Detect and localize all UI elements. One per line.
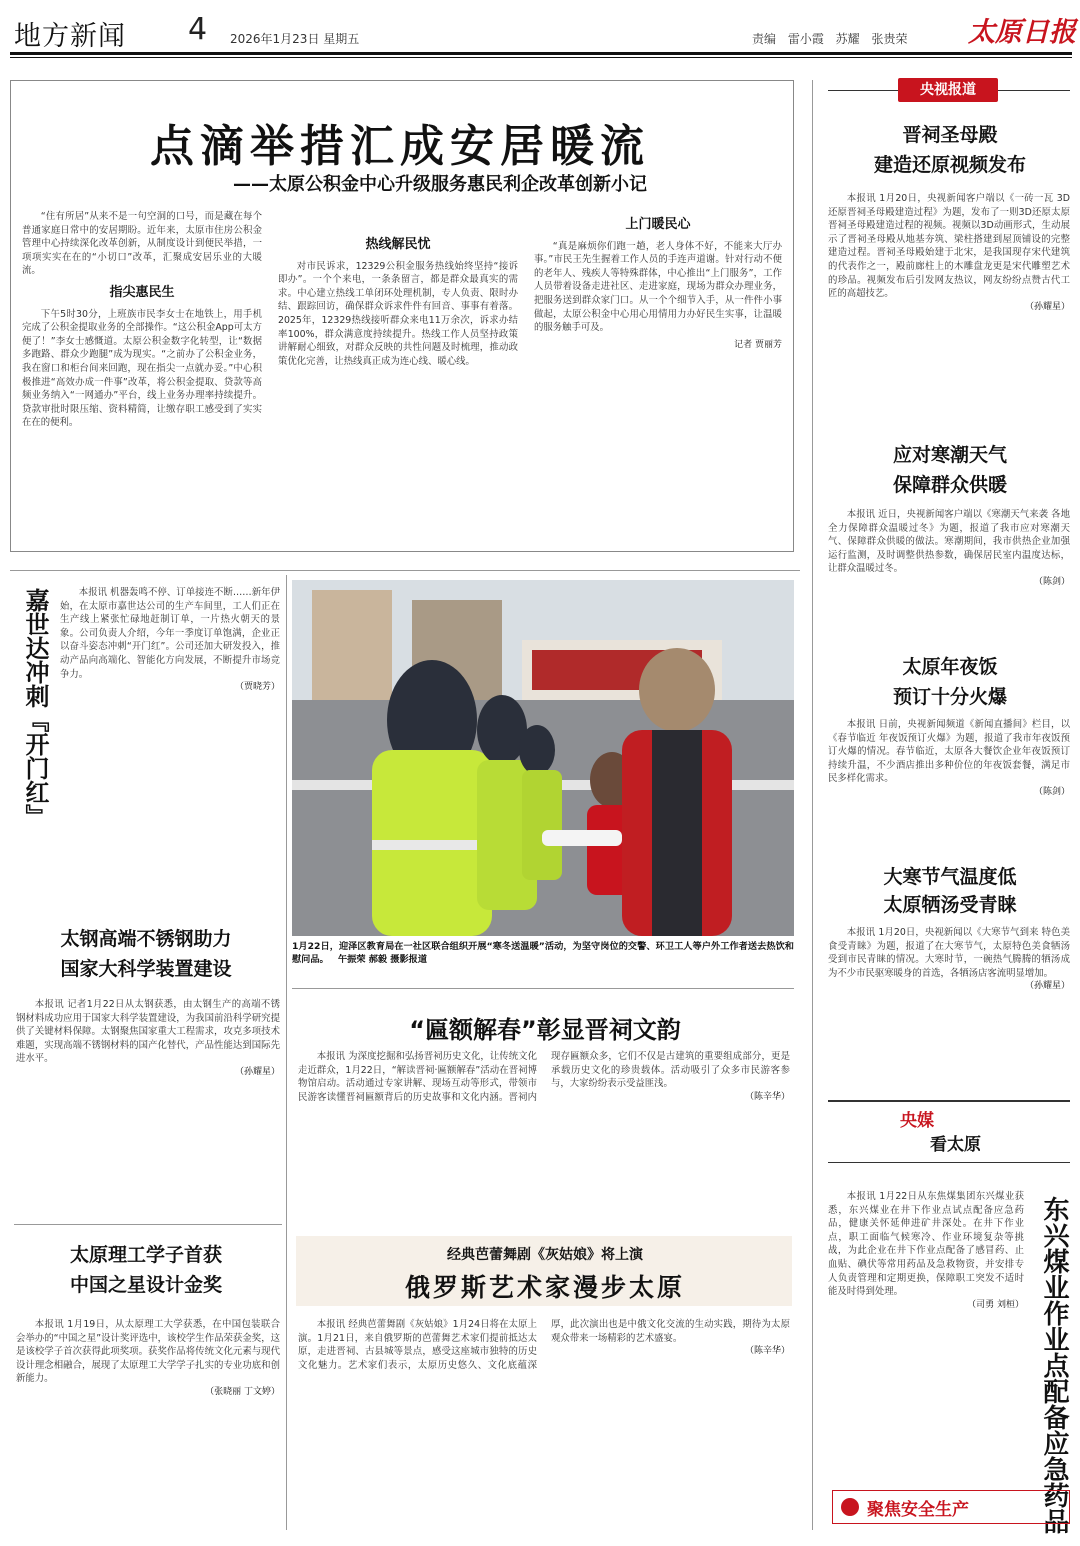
lead-intro: “住有所居”从来不是一句空洞的口号，而是藏在每个普通家庭日常中的安居期盼。近年来，太原市住房公积金管理中心持续深化改革创新，从制度设计到便民举措，一项项实实在在的“小切口”改革，汇聚成安居乐业的大暖流。 bbox=[22, 211, 262, 277]
jiashida-body bbox=[60, 586, 280, 904]
jiashida-vertical-title: 嘉世达冲刺『开门红』 bbox=[21, 588, 49, 828]
taigang-title-line1: 太钢高端不锈钢助力 bbox=[60, 928, 232, 950]
lead-subhead-2: 热线解民忧 bbox=[365, 237, 431, 252]
jinci-body bbox=[298, 1050, 790, 1226]
news-photo bbox=[292, 580, 794, 936]
ligong-title-line1: 太原理工学子首获 bbox=[69, 1244, 222, 1266]
badge-label: 聚焦安全生产 bbox=[867, 1499, 969, 1520]
lead-col2-text: 对市民诉求，12329公积金服务热线始终坚持“接诉即办”。一个个来电，一条条留言，都是群众最真实的需求。中心建立热线工单闭环处理机制，专人负责、限时办结、跟踪回访，确保群众诉求件件有回音、事事有着落。2025年，12329热线接听群众来电11万余次，诉求办结率100%，群众满意度持续提升。热线工作人员坚持政策讲解耐心细致，对群众反映的共性问题及时梳理，推动政策优化完善，让热线真正成为连心线、暖心线。 bbox=[278, 260, 518, 367]
lead-col3-text: “真是麻烦你们跑一趟，老人身体不好，不能来大厅办事。”市民王先生握着工作人员的手连声道谢。针对行动不便的老年人、残疾人等特殊群体，中心推出“上门服务”，工作人员带着设备走进社区、走进家庭，现场为群众办理业务，把服务送到群众家门口。从一个个细节入手，从一件件小事做起，太原公积金中心用心用情用力办好民生实事，让温暖的服务触手可及。 bbox=[534, 240, 782, 334]
taigang-body bbox=[16, 998, 280, 1210]
photo-caption: 1月22日，迎泽区教育局在一社区联合组织开展“寒冬送温暖”活动，为坚守岗位的交警、环卫工人等户外工作者送去热饮和慰问品。 bbox=[292, 941, 794, 965]
cctv-art1-title-line2: 建造还原视频发布 bbox=[873, 154, 1026, 176]
cctv-art4-text: 本报讯 1月20日，央视新闻以《大寒节气到来 特色美食受青睐》为题，报道了在大寒节气，太原特色美食牺汤受到市民青睐的情况。大寒时节，一碗热气腾腾的牺汤成为不少市民驱寒暖身的首选，各牺汤店客流明显增加。 bbox=[828, 927, 1070, 979]
cctv-art2-body bbox=[828, 508, 1070, 630]
ballet-title: 俄罗斯艺术家漫步太原 bbox=[404, 1273, 685, 1302]
media-body bbox=[828, 1190, 1024, 1478]
media-vertical-title: 东兴煤业作业点配备应急药品 bbox=[1039, 1196, 1069, 1534]
header-rule bbox=[10, 52, 1072, 55]
cctv-art1-byline: （孙耀星） bbox=[1024, 301, 1070, 312]
cctv-art3-title-line2: 预订十分火爆 bbox=[892, 686, 1007, 708]
issue-date: 2026年1月23日 星期五 bbox=[230, 32, 360, 46]
photo-caption-box bbox=[292, 940, 794, 974]
lead-title: 点滴举措汇成安居暖流 bbox=[150, 121, 650, 172]
cctv-art2-text: 本报讯 近日，央视新闻客户端以《寒潮天气来袭 各地全力保障群众温暖过冬》为题，报道了我市应对寒潮天气、保障群众供暖的做法。寒潮期间，我市供热企业加强运行监测，及时调整供热参数，确保居民室内温度达标，让群众温暖过冬。 bbox=[828, 509, 1070, 575]
mid-section-rule bbox=[10, 570, 800, 571]
newspaper-logo: 太原日报 bbox=[968, 17, 1076, 48]
cctv-label-rule bbox=[828, 90, 898, 91]
ligong-text: 本报讯 1月19日，从太原理工大学获悉，在中国包装联合会举办的“中国之星”设计奖评选中，该校学生作品荣获金奖，这是该校学子首次获得此项奖项。获奖作品将传统文化元素与现代设计理念相融合，展现了太原理工大学学子扎实的专业功底和创新能力。 bbox=[16, 1319, 280, 1385]
ligong-rule bbox=[14, 1224, 282, 1225]
right-column-divider bbox=[812, 80, 813, 1530]
lead-column-1 bbox=[22, 210, 262, 540]
jiashida-byline: （贾晓芳） bbox=[234, 682, 280, 693]
cctv-art2-title-line2: 保障群众供暖 bbox=[892, 474, 1007, 496]
left-column-divider bbox=[286, 990, 287, 1530]
media-title-a: 央媒 bbox=[900, 1111, 934, 1131]
photo-divider bbox=[286, 575, 287, 990]
cctv-art4-title-line2: 太原牺汤受青睐 bbox=[883, 894, 1017, 916]
ballet-byline: （陈辛华） bbox=[744, 1346, 790, 1357]
jiashida-text: 本报讯 机器轰鸣不停、订单接连不断……新年伊始，在太原市嘉世达公司的生产车间里，工人们正在生产线上紧张忙碌地赶制订单，一片热火朝天的景象。公司负责人介绍，今年一季度订单饱满，企业正以奋斗姿态冲刺“开门红”。公司还加大研发投入，推动产品向高端化、智能化方向发展，不断提升市场竞争力。 bbox=[60, 587, 280, 680]
badge-emblem-icon bbox=[841, 1498, 859, 1516]
safety-badge bbox=[832, 1490, 1070, 1524]
ballet-text: 本报讯 经典芭蕾舞剧《灰姑娘》1月24日将在太原上演。1月21日，来自俄罗斯的芭蕾舞艺术家们提前抵达太原，走进晋祠、古县城等景点，感受这座城市独特的历史文化魅力。艺术家们表示，太原历史悠久、文化底蕴深厚，此次演出也是中俄文化交流的生动实践，期待为太原观众带来一场精彩的艺术盛宴。 bbox=[298, 1319, 790, 1371]
cctv-art1-title-line1: 晋祠圣母殿 bbox=[902, 124, 998, 146]
ballet-body bbox=[298, 1318, 790, 1538]
cctv-art3-text: 本报讯 日前，央视新闻频道《新闻直播间》栏目，以《春节临近 年夜饭预订火爆》为题，报道了我市年夜饭预订火爆的情况。春节临近，太原各大餐饮企业年夜饭预订持续升温，不少酒店推出多种价位的年夜饭套餐，满足市民多样化需求。 bbox=[828, 719, 1070, 785]
section-title: 地方新闻 bbox=[14, 21, 126, 52]
ligong-body bbox=[16, 1318, 280, 1536]
cctv-art3-byline: （陈剑） bbox=[1033, 786, 1070, 797]
editors: 责编 雷小霞 苏耀 张贵荣 bbox=[752, 32, 908, 46]
taigang-byline: （孙耀星） bbox=[234, 1066, 280, 1077]
lead-col1-text: 下午5时30分，上班族市民李女士在地铁上，用手机完成了公积金提取业务的全部操作。“这公积金App可太方便了！”李女士感慨道。太原公积金数字化转型，让“数据多跑路、群众少跑腿”成为现实。“之前办了公积金业务，我在窗口和柜台间来回跑，现在指尖一点就办妥。”中心积极推进“高效办成一件事”改革，将公积金提取、贷款等高频业务纳入“一网通办”平台，线上业务办理率持续提升。贷款审批时限压缩、资料精简，让缴存职工感受到了实实在在的便利。 bbox=[22, 308, 262, 429]
photo-illustration bbox=[292, 580, 794, 936]
cctv-art4-byline: （孙耀星） bbox=[1024, 981, 1070, 992]
cctv-section-label: 央视报道 bbox=[898, 78, 998, 102]
jinci-text: 本报讯 为深度挖掘和弘扬晋祠历史文化，让传统文化走近群众，1月22日，“解读晋祠·匾额解春”活动在晋祠博物馆启动。活动通过专家讲解、现场互动等形式，带领市民游客读懂晋祠匾额背后的历史故事和文化内涵。晋祠内现存匾额众多，它们不仅是古建筑的重要组成部分，更是承载历史文化的珍贵载体。活动吸引了众多市民游客参与，大家纷纷表示受益匪浅。 bbox=[298, 1051, 790, 1103]
cctv-art4-body bbox=[828, 926, 1070, 1092]
cctv-art2-title-line1: 应对寒潮天气 bbox=[892, 444, 1007, 466]
cctv-art1-text: 本报讯 1月20日，央视新闻客户端以《一砖一瓦 3D还原晋祠圣母殿建造过程》为题，发布了一则3D还原太原晋祠圣母殿建造过程的视频。视频以3D动画形式，生动展示了晋祠圣母殿从地基夯筑、梁柱搭建到屋顶铺设的完整建造过程。晋祠圣母殿始建于北宋，是我国现存宋代建筑的代表作之一，殿前廊柱上的木雕盘龙更是宋代雕塑艺术的珍品。视频发布后引发网友热议，网友纷纷点赞古代工匠的高超技艺。 bbox=[828, 193, 1070, 300]
cctv-art1-body bbox=[828, 192, 1070, 422]
media-title-b: 看太原 bbox=[930, 1135, 981, 1155]
lead-subhead-1: 指尖惠民生 bbox=[109, 284, 175, 300]
lead-column-3 bbox=[534, 210, 782, 540]
cctv-art2-byline: （陈剑） bbox=[1033, 576, 1070, 587]
cctv-label-rule-2 bbox=[998, 90, 1070, 91]
cctv-art4-title-line1: 大寒节气温度低 bbox=[883, 866, 1017, 888]
photo-credit: 午振荣 郝毅 摄影报道 bbox=[337, 954, 428, 965]
jinci-title: “匾额解春”彰显晋祠文韵 bbox=[409, 1016, 681, 1044]
lead-column-2 bbox=[278, 210, 518, 540]
media-text: 本报讯 1月22日从东焦煤集团东兴煤业获悉，东兴煤业在井下作业点试点配备应急药品，健康关怀延伸进矿井深处。在井下作业点，职工面临气候寒冷、作业环境复杂等挑战，为此企业在井下作业点配备了感冒药、止血贴、碘伏等常用药品及急救物资，并安排专人负责管理和定期更换，保障职工突发不适时能及时得到处理。 bbox=[828, 1191, 1024, 1298]
lead-byline: 记者 贾丽芳 bbox=[734, 339, 782, 350]
taigang-title-line2: 国家大科学装置建设 bbox=[60, 958, 232, 980]
header-rule-thin bbox=[10, 57, 1072, 58]
lead-subtitle: ——太原公积金中心升级服务惠民利企改革创新小记 bbox=[233, 174, 647, 195]
cctv-art3-body bbox=[828, 718, 1070, 838]
ligong-title-line2: 中国之星设计金奖 bbox=[69, 1274, 222, 1296]
page-number: 4 bbox=[188, 12, 208, 47]
jinci-rule bbox=[292, 988, 794, 989]
lead-subhead-3: 上门暖民心 bbox=[625, 217, 691, 232]
taigang-text: 本报讯 记者1月22日从太钢获悉，由太钢生产的高端不锈钢材料成功应用于国家大科学装置建设，为我国前沿科学研究提供了关键材料保障。太钢聚焦国家重大工程需求，攻克多项技术难题，实现高端不锈钢材料的国产化替代，产品性能达到国际先进水平。 bbox=[16, 999, 280, 1065]
ballet-kicker: 经典芭蕾舞剧《灰姑娘》将上演 bbox=[447, 1247, 643, 1263]
media-byline: （司勇 刘桓） bbox=[967, 1299, 1024, 1310]
cctv-art3-title-line1: 太原年夜饭 bbox=[902, 656, 998, 678]
jinci-byline: （陈辛华） bbox=[744, 1091, 790, 1102]
ligong-byline: （张晓丽 丁文婷） bbox=[205, 1386, 280, 1397]
